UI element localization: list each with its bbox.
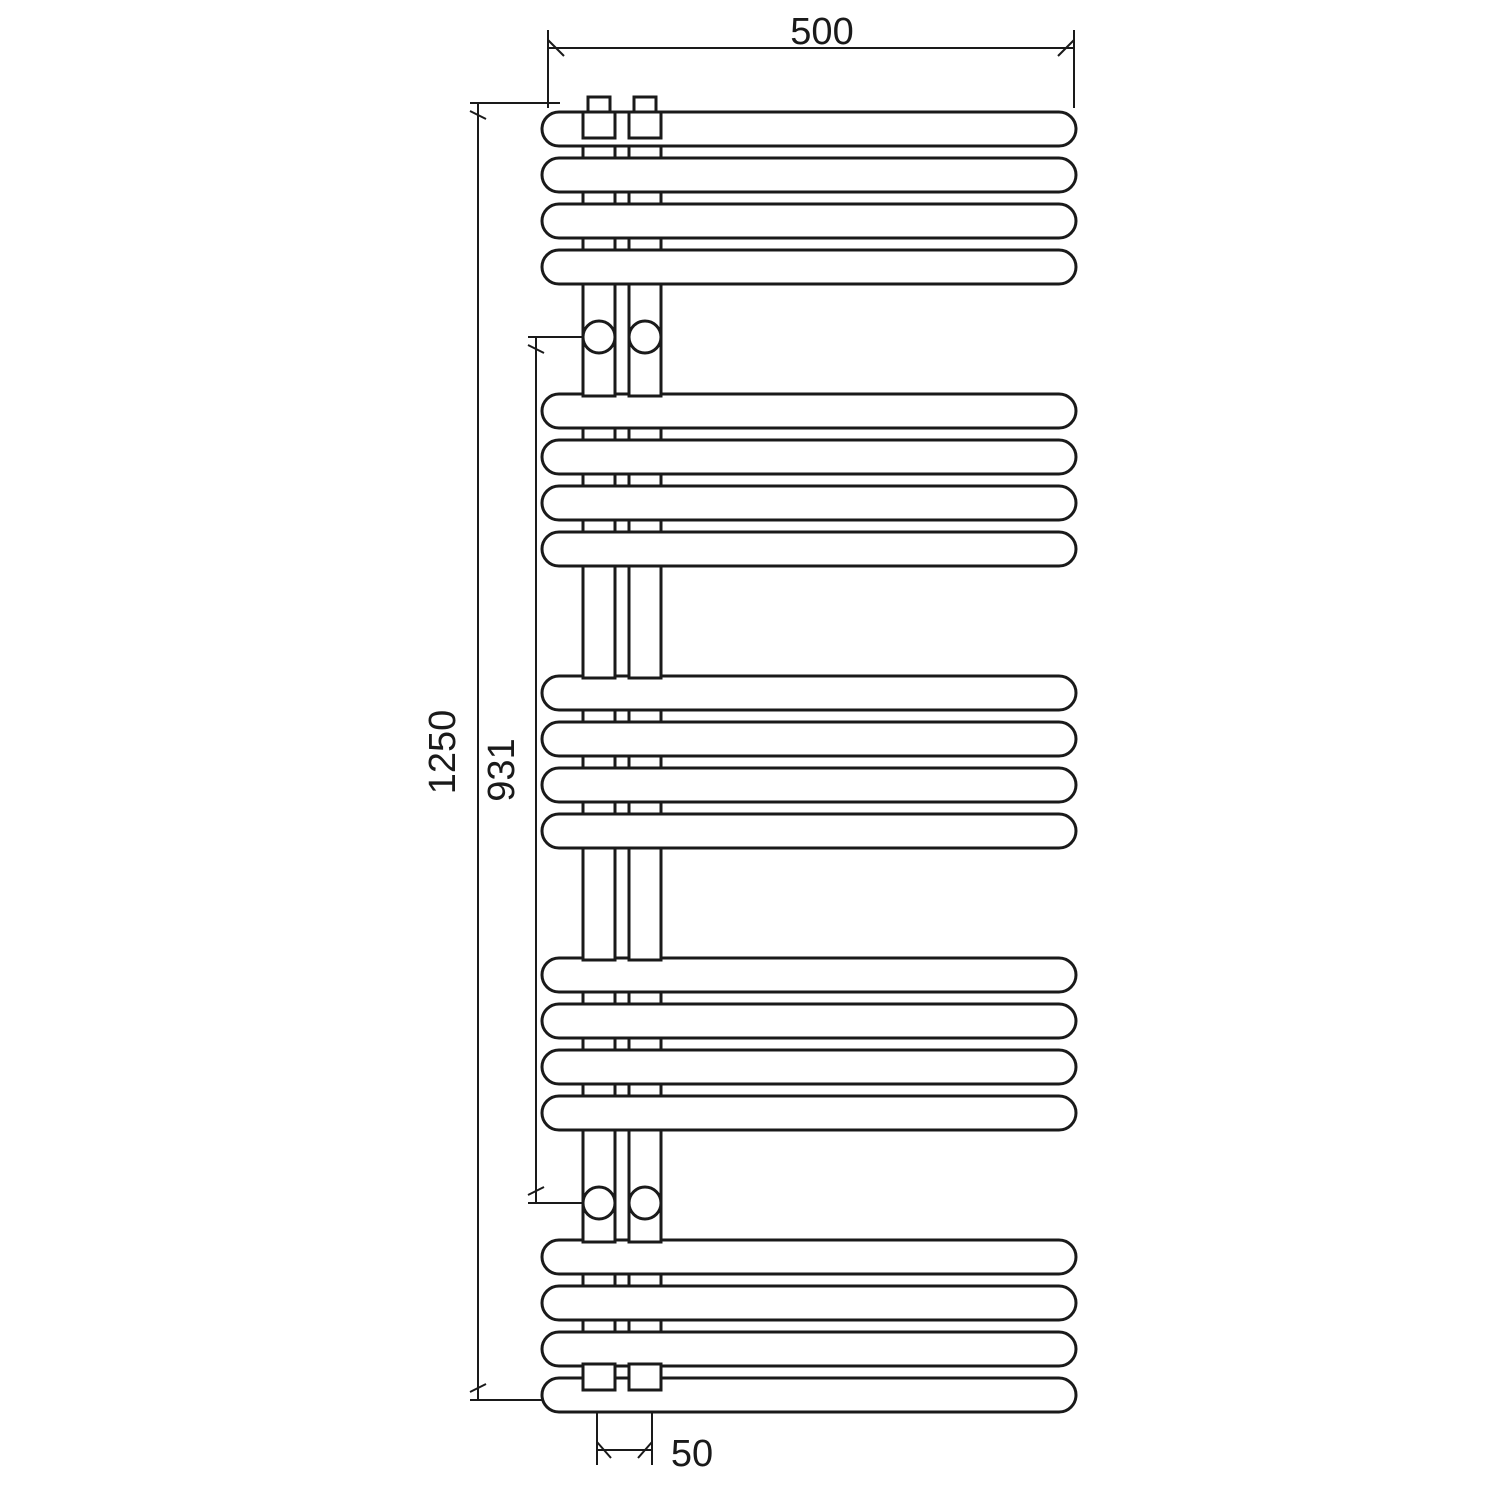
rail-bar (542, 440, 1076, 474)
dim-label-height: 1250 (422, 709, 464, 795)
manifold-front-left-2 (583, 566, 615, 678)
rail-bar (542, 112, 1076, 146)
manifold-front-right-3 (629, 848, 661, 960)
radiator-body (542, 97, 1076, 1412)
rail-bar (542, 250, 1076, 284)
valve-connection-bottom-left (583, 1187, 615, 1219)
manifold-front-right-bottom (629, 1364, 661, 1390)
rail-bar (542, 958, 1076, 992)
rail-bar (542, 1332, 1076, 1366)
valve-connection-bottom-right (629, 1187, 661, 1219)
dim-label-width: 500 (790, 11, 854, 53)
manifold-front-left-bottom (583, 1364, 615, 1390)
valve-connection-top-right (629, 321, 661, 353)
dim-label-centres: 931 (481, 738, 523, 802)
rail-bar (542, 1286, 1076, 1320)
rail-bar (542, 768, 1076, 802)
rail-bar (542, 486, 1076, 520)
manifold-front-right-top (629, 112, 661, 138)
valve-connection-top-left (583, 321, 615, 353)
rail-bar (542, 158, 1076, 192)
rail-bar (542, 394, 1076, 428)
rail-bar (542, 722, 1076, 756)
rail-bar (542, 1240, 1076, 1274)
rail-bar (542, 1096, 1076, 1130)
rail-bar (542, 814, 1076, 848)
manifold-front-left-top (583, 112, 615, 138)
manifold-front-left-3 (583, 848, 615, 960)
rail-bar (542, 1004, 1076, 1038)
manifold-front-right-2 (629, 566, 661, 678)
rail-bar (542, 532, 1076, 566)
rail-bar (542, 1050, 1076, 1084)
rail-bar (542, 676, 1076, 710)
dim-label-depth: 50 (670, 1433, 714, 1475)
rail-bar (542, 204, 1076, 238)
rail-bar (542, 1378, 1076, 1412)
